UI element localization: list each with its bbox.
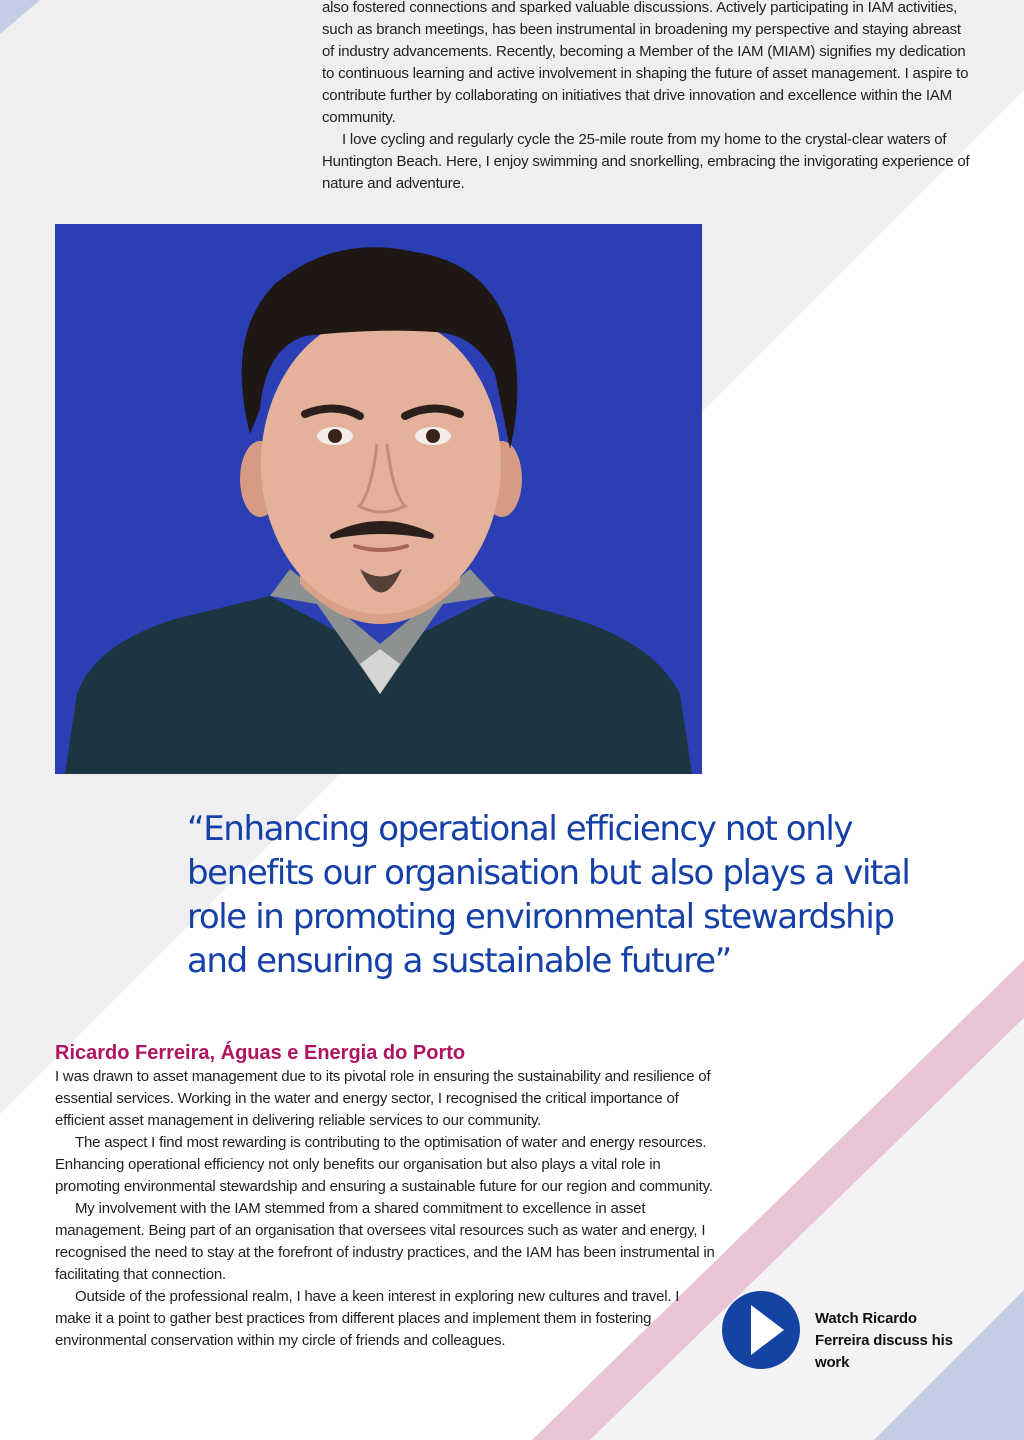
intro-text-block [322, 0, 972, 195]
profile-heading: Ricardo Ferreira, Águas e Energia do Porto [55, 1042, 466, 1064]
intro-paragraph: I love cycling and regularly cycle the 25-mile route from my home to the crystal-clear waters of Huntington Beach. Here, I enjoy swimming and snorkelling, embracing the invigorating experience of nature and adventure. [322, 131, 970, 192]
profile-paragraph: The aspect I find most rewarding is contributing to the optimisation of water and energy resources. Enhancing operational efficiency not only benefits our organisation but also plays a vital role in promoting environmental stewardship and ensuring a sustainable future for our region and community. [55, 1134, 713, 1195]
portrait-photo [55, 224, 702, 774]
watch-video-link[interactable]: Watch Ricardo Ferreira discuss his work [815, 1310, 953, 1371]
profile-paragraph: My involvement with the IAM stemmed from a shared commitment to excellence in asset management. Being part of an organisation that oversees vital resources such as water and energy, I recognised the need to stay at the forefront of industry practices, and the IAM has been instrumental in facilitating that connection. [55, 1200, 715, 1283]
intro-paragraph: also fostered connections and sparked valuable discussions. Actively participating in IAM activities, such as branch meetings, has been instrumental in broadening my perspective and staying abreast of industry advancements. Recently, becoming a Member of the IAM (MIAM) signifies my dedication to continuous learning and active involvement in shaping the future of asset management. I aspire to contribute further by collaborating on initiatives that drive innovation and excellence within the IAM community. [322, 0, 969, 126]
profile-text-block [55, 1066, 715, 1352]
pull-quote: “Enhancing operational efficiency not only benefits our organisation but also plays a vital role in promoting environmental stewardship and ensuring a sustainable future” [187, 809, 910, 981]
watch-video-button[interactable] [722, 1291, 800, 1369]
profile-paragraph: Outside of the professional realm, I have a keen interest in exploring new cultures and travel. I make it a point to gather best practices from different places and implement them in fostering environmental conservation within my circle of friends and colleagues. [55, 1288, 680, 1349]
play-icon [722, 1291, 800, 1369]
profile-paragraph: I was drawn to asset management due to its pivotal role in ensuring the sustainability and resilience of essential services. Working in the water and energy sector, I recognised the critical importance of efficient asset management in delivering reliable services to our community. [55, 1068, 711, 1129]
